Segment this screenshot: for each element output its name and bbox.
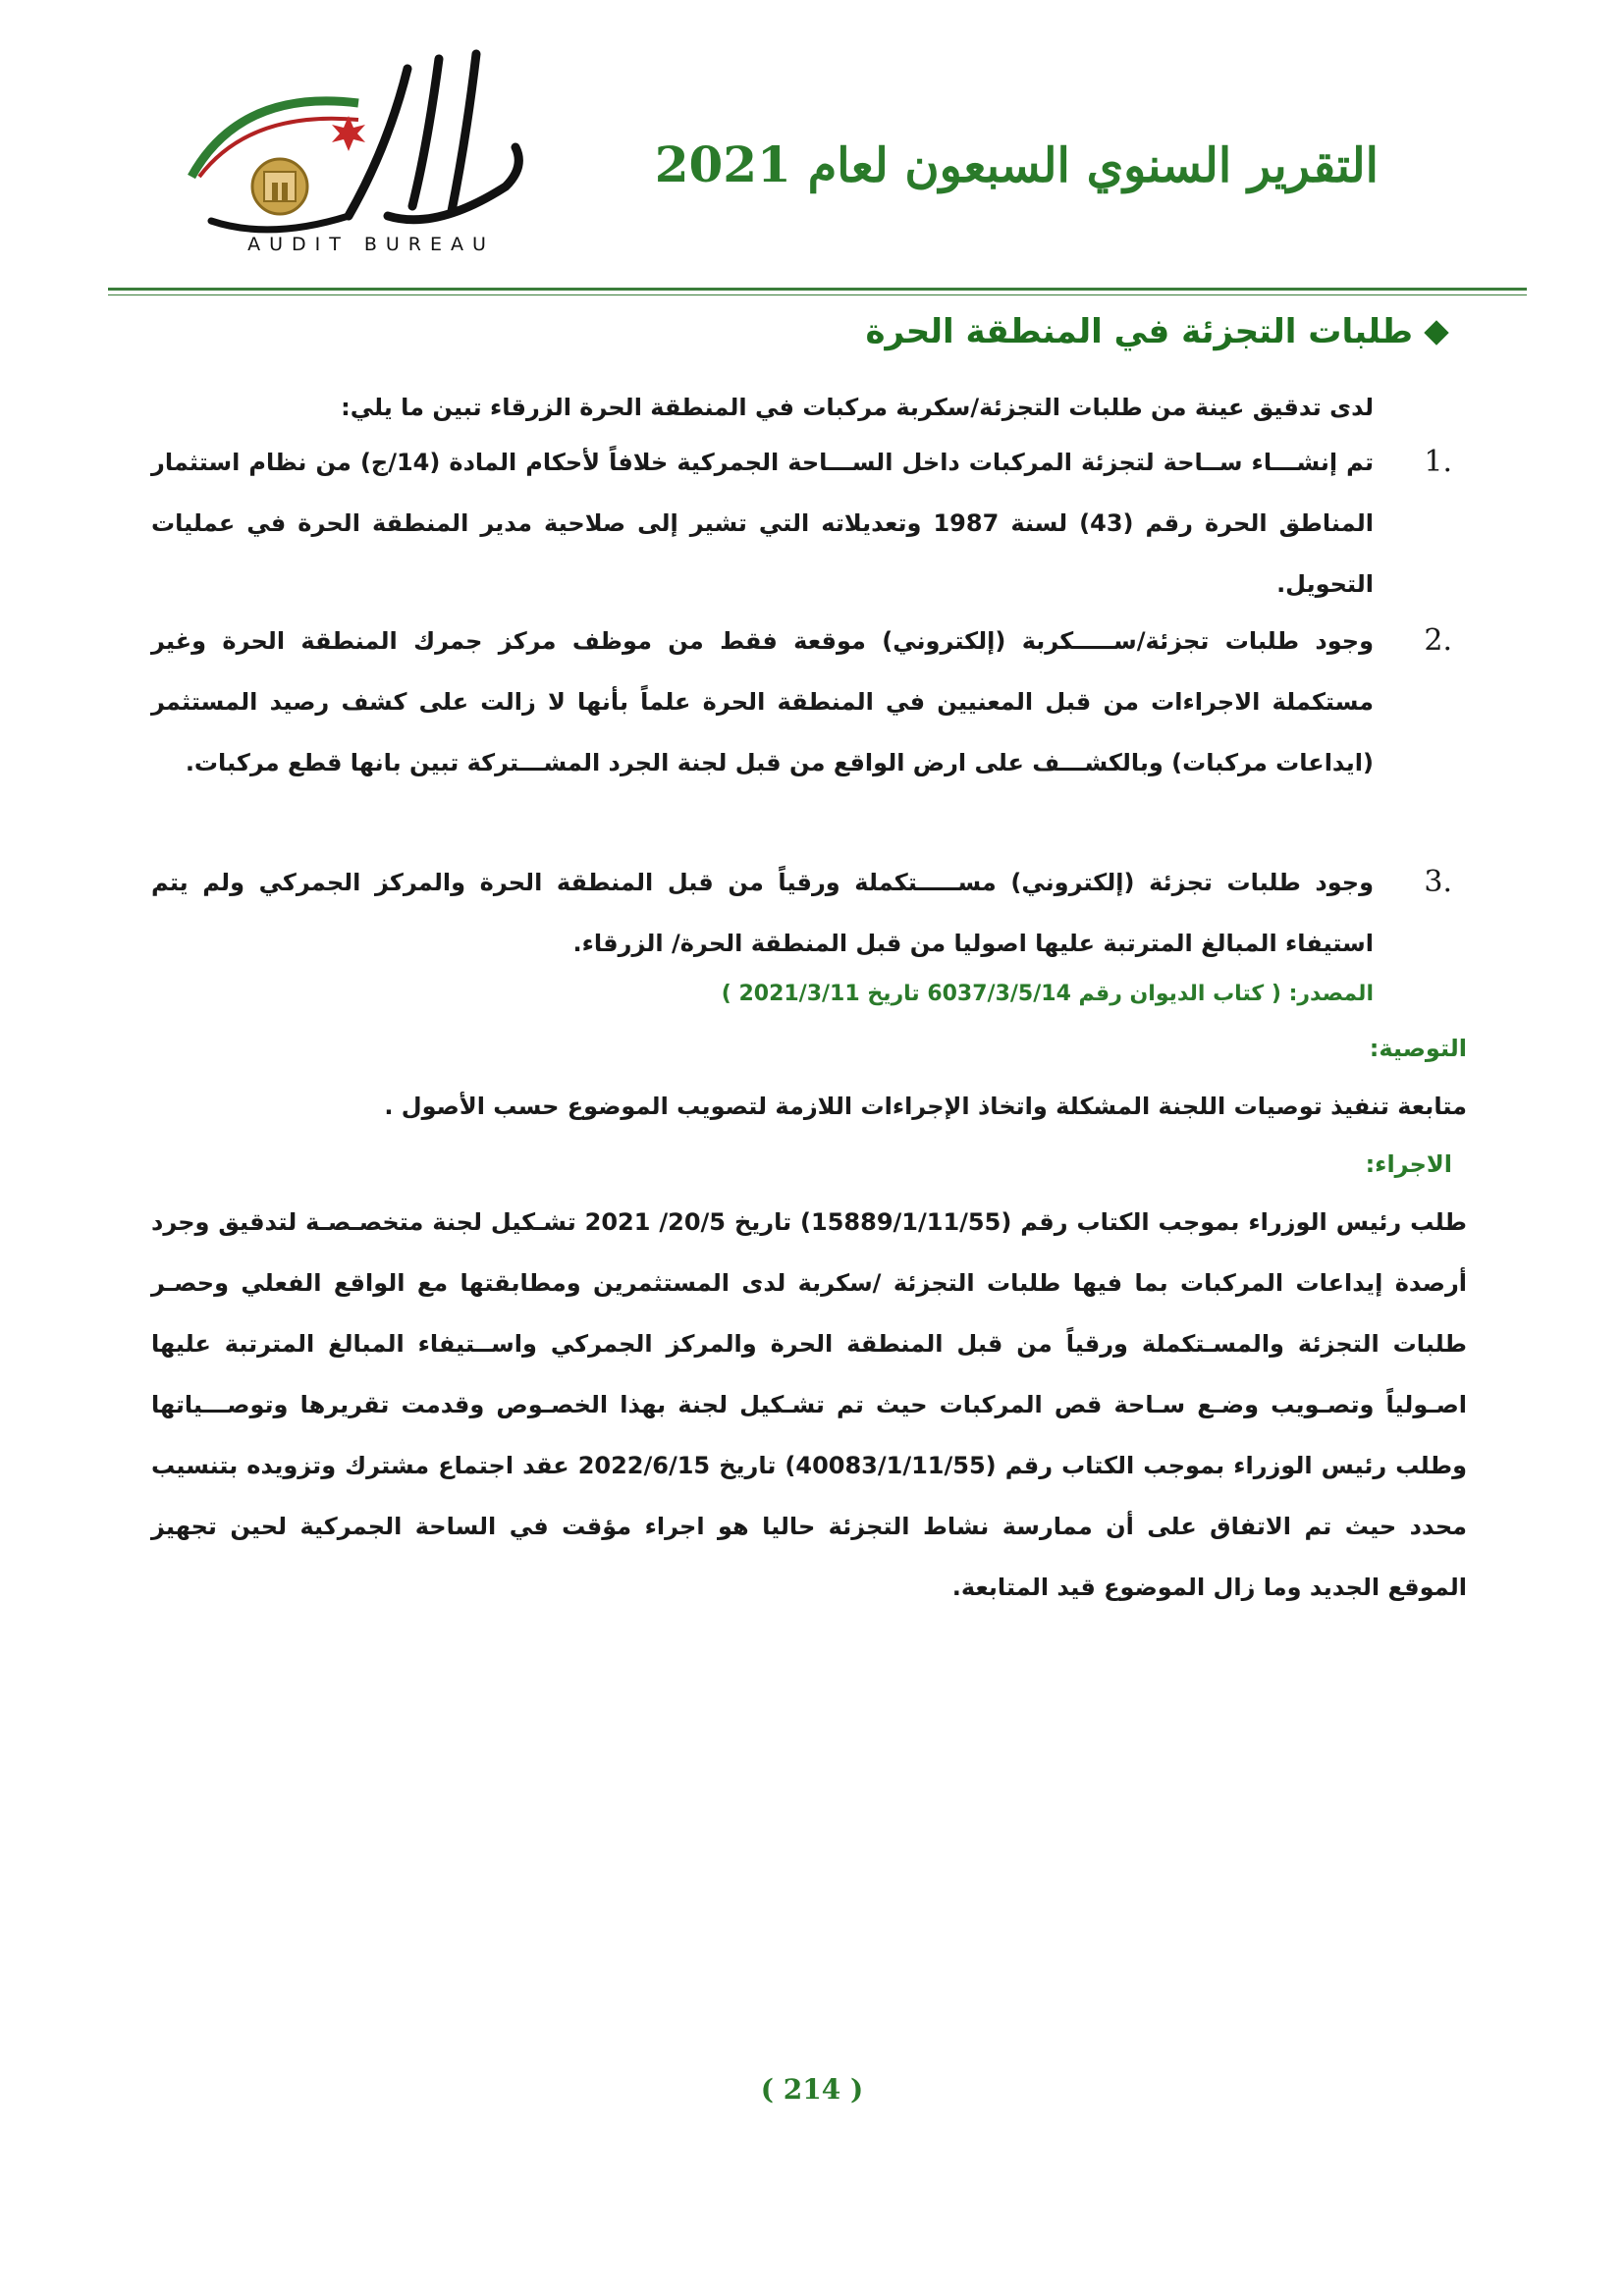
finding-number: 1. [1424, 445, 1452, 479]
header-divider [108, 288, 1527, 291]
header-divider-thin [108, 294, 1527, 295]
finding-text: تم إنشـــاء ســاحة لتجزئة المركبات داخل الســـاحة الجمركية خلافاً لأحكام المادة (14/ج) من نظام استثمار المناطق الحرة رقم (43) لسنة 1987 وتعديلاته التي تشير إلى صلاحية مدير المنطقة الحرة في عمليات التحويل. [151, 449, 1374, 598]
intro-paragraph: لدى تدقيق عينة من طلبات التجزئة/سكربة مركبات في المنطقة الحرة الزرقاء تبين ما يلي: [341, 394, 1374, 421]
finding-text: وجود طلبات تجزئة (إلكتروني) مســـــتكملة ورقياً من قبل المنطقة الحرة والمركز الجمركي ولم يتم استيفاء المبالغ المترتبة عليها اصوليا من قبل المنطقة الحرة/ الزرقاء. [151, 869, 1374, 957]
recommendation-text: متابعة تنفيذ توصيات اللجنة المشكلة واتخاذ الإجراءات اللازمة لتصويب الموضوع حسب الأصول . [384, 1093, 1467, 1120]
finding-number: 3. [1424, 865, 1452, 899]
report-title-text: التقرير السنوي السبعون لعام [807, 138, 1379, 193]
source-citation: المصدر: ( كتاب الديوان رقم 6037/3/5/14 تاريخ 2021/3/11 ) [721, 982, 1374, 1006]
action-text: طلب رئيس الوزراء بموجب الكتاب رقم (15889/1/11/55) تاريخ 20/5/ 2021 تشـكيل لجنة متخصـصـة لتدقيق وجرد أرصدة إيداعات المركبات بما فيها طلبات التجزئة /سكربة لدى المستثمرين ومطابقتها مع الواقع الفعلي وحصـر طلبات التجزئة والمسـتكملة ورقياً من قبل المنطقة الحرة والمركز الجمركي واســتيفاء المبالغ المترتبة عليها اصـولياً وتصـويب وضـع سـاحة قص المركبات حيث تم تشـكيل لجنة بهذا الخصـوص وقدمت تقريرها وتوصـــياتها وطلب رئيس الوزراء بموجب الكتاب رقم (40083/1/11/55) تاريخ 2022/6/15 عقد اجتماع مشترك وتزويده بتنسيب محدد حيث تم الاتفاق على أن ممارسة نشاط التجزئة حاليا هو اجراء مؤقت في الساحة الجمركية لحين تجهيز الموقع الجديد وما زال الموضوع قيد المتابعة. [151, 1208, 1468, 1601]
finding-item [151, 611, 1452, 793]
section-title: طلبات التجزئة في المنطقة الحرة [865, 312, 1413, 351]
finding-item [151, 852, 1452, 974]
finding-item [151, 432, 1452, 614]
action-label: الاجراء: [1365, 1150, 1452, 1178]
logo-english-text: AUDIT BUREAU [247, 234, 495, 255]
audit-bureau-logo [182, 29, 555, 255]
recommendation-label: التوصية: [1369, 1035, 1467, 1062]
page-number: ( 214 ) [760, 2073, 864, 2106]
finding-number: 2. [1424, 623, 1452, 658]
report-title-year: 2021 [654, 135, 791, 193]
report-title [655, 135, 1379, 193]
finding-text: وجود طلبات تجزئة/ســـــكربة (إلكتروني) موقعة فقط من موظف مركز جمرك المنطقة الحرة وغير مستكملة الاجراءات من قبل المعنيين في المنطقة الحرة علماً بأنها لا زالت على كشف رصيد المستثمر (ايداعات مركبات) وبالكشـــف على ارض الواقع من قبل لجنة الجرد المشـــتركة تبين بانها قطع مركبات. [151, 627, 1374, 776]
diamond-bullet-icon [1424, 320, 1448, 345]
